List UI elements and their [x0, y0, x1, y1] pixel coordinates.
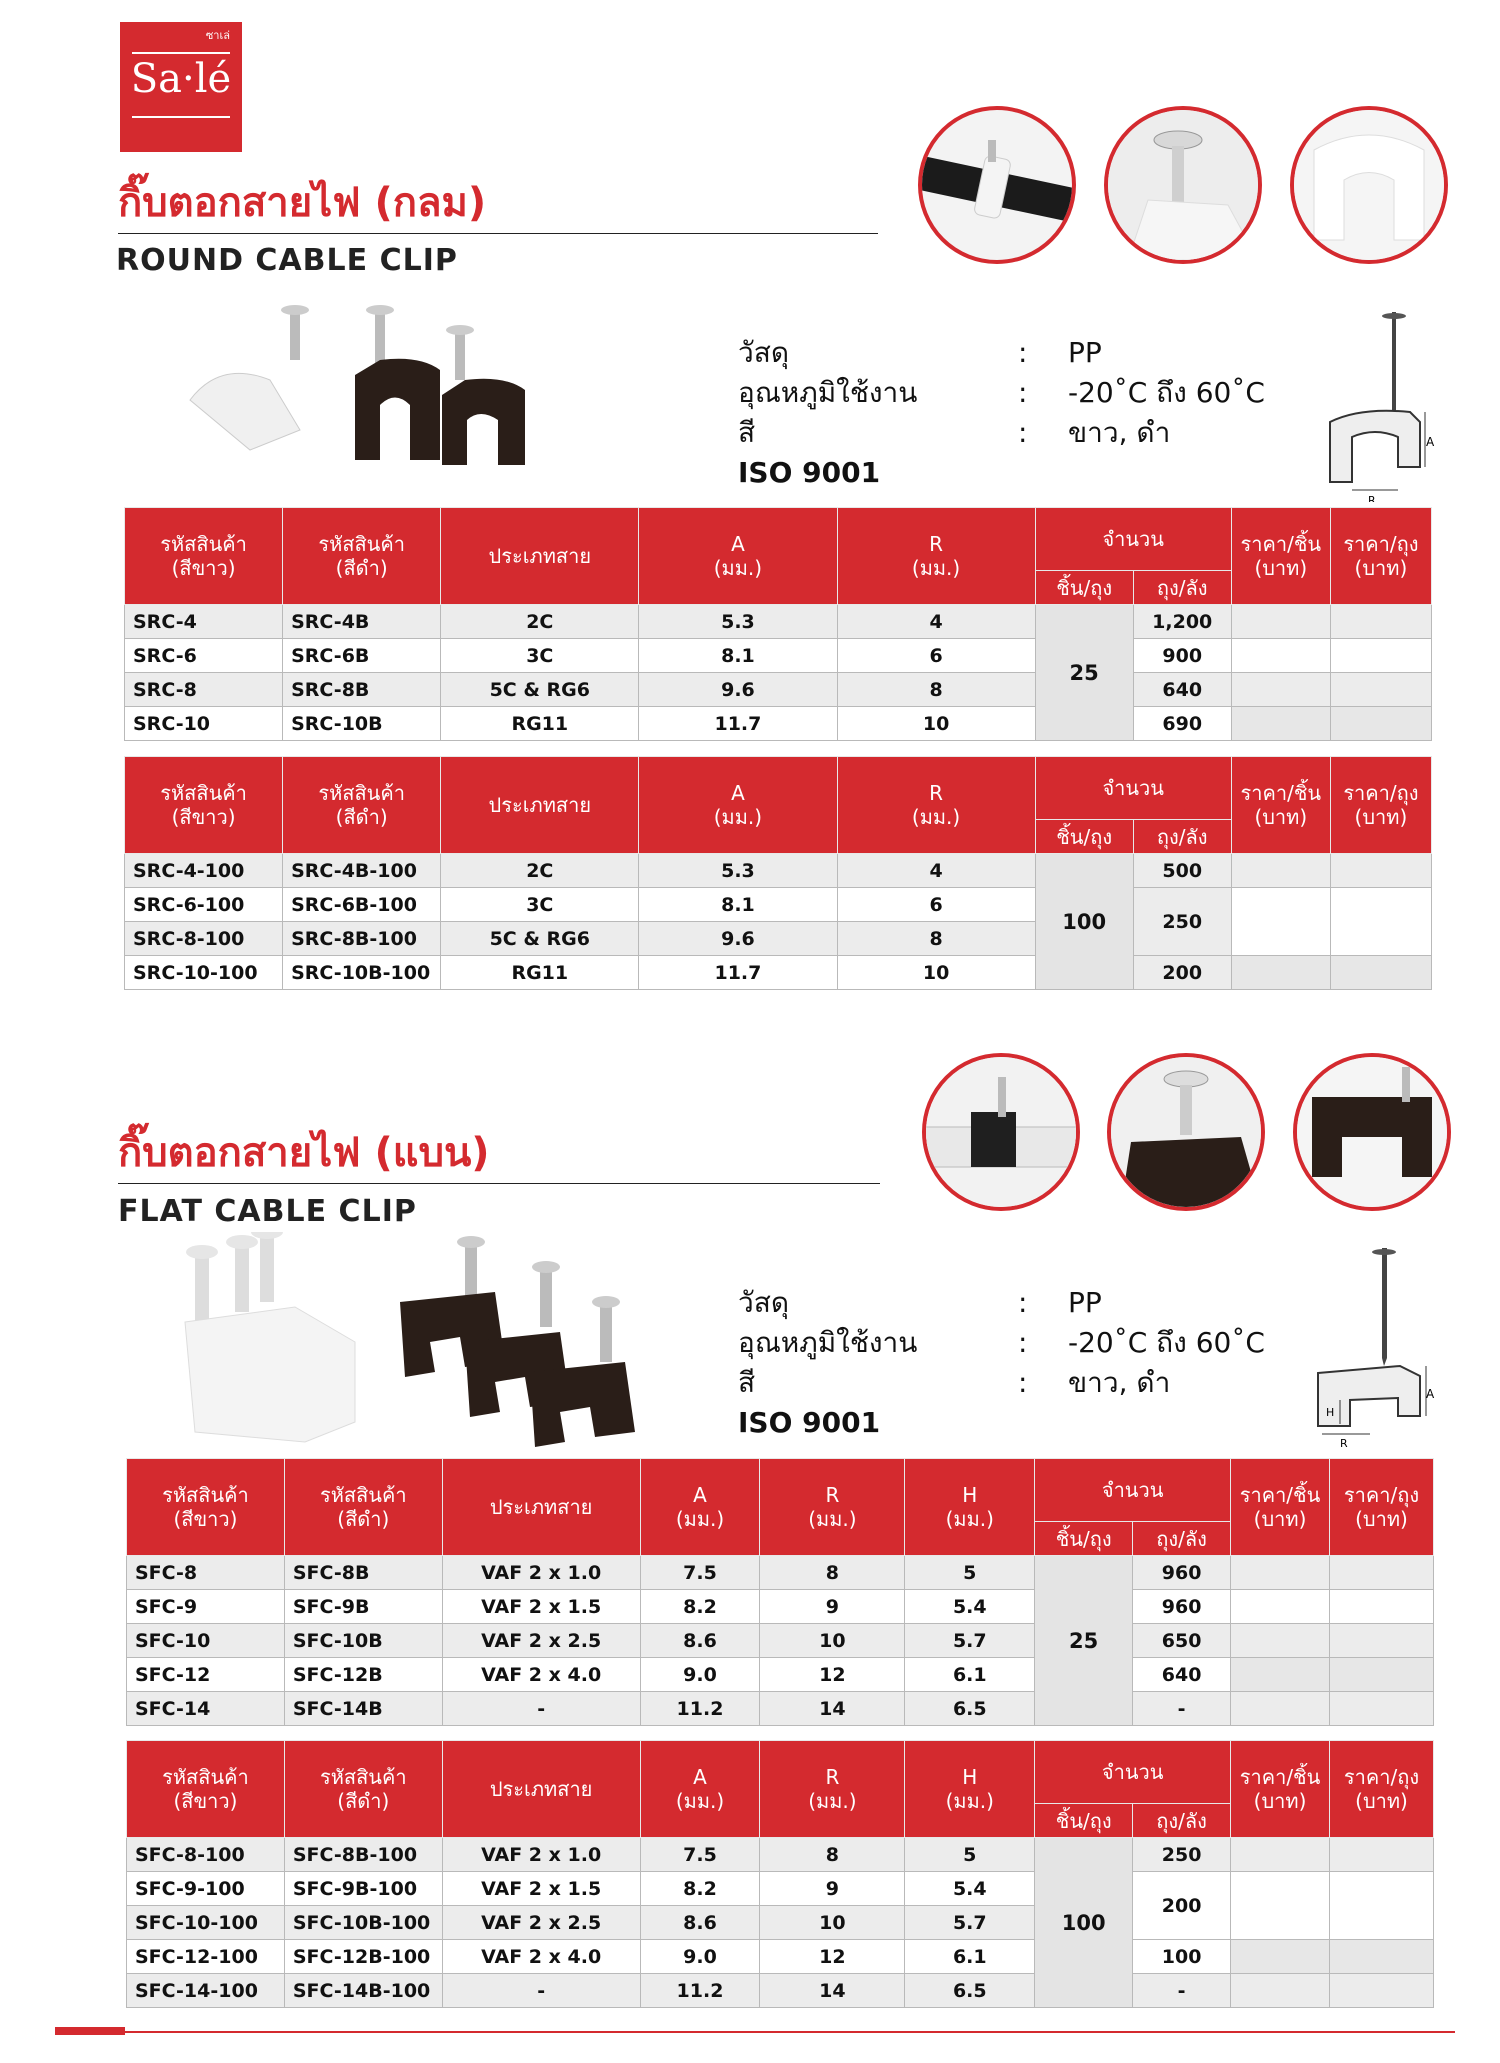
table-row: SRC-4 SRC-4B 2C 5.3 4 25 1,200: [125, 605, 1432, 639]
table-row: SFC-8 SFC-8B VAF 2 x 1.0 7.5 8 5 25 960: [127, 1556, 1434, 1590]
qty-per-bag: 25: [1035, 1556, 1133, 1726]
header-price-piece: ราคา/ชิ้น (บาท): [1231, 1741, 1330, 1838]
flat-spec-iso: ISO 9001: [738, 1406, 881, 1439]
round-diagram-a-label: A: [1426, 435, 1435, 449]
header-price-piece: ราคา/ชิ้น (บาท): [1231, 1459, 1330, 1556]
table-row: SRC-10-100 SRC-10B-100 RG11 11.7 10 200: [125, 956, 1432, 990]
header-a: A (มม.): [640, 1459, 760, 1556]
flat-clip-product-photo: [155, 1232, 655, 1452]
flat-diagram-a-label: A: [1426, 1387, 1435, 1401]
header-qty: จำนวน: [1035, 757, 1231, 820]
header-code-white: รหัสสินค้า (สีขาว): [127, 1741, 285, 1838]
header-per-bag: ชิ้น/ถุง: [1035, 1804, 1133, 1838]
header-price-bag: ราคา/ถุง (บาท): [1329, 1459, 1433, 1556]
header-r: R (มม.): [760, 1741, 905, 1838]
header-r: R (มม.): [837, 757, 1035, 854]
header-a: A (มม.): [639, 508, 837, 605]
header-code-black: รหัสสินค้า (สีดำ): [284, 1741, 442, 1838]
flat-diagram-h-label: H: [1326, 1406, 1335, 1419]
header-h: H (มม.): [905, 1741, 1035, 1838]
round-clip-product-photo: [180, 300, 600, 470]
header-cable-type: ประเภทสาย: [441, 757, 639, 854]
header-r: R (มม.): [837, 508, 1035, 605]
header-per-box: ถุง/ลัง: [1133, 1522, 1231, 1556]
header-per-bag: ชิ้น/ถุง: [1035, 1522, 1133, 1556]
round-title-en: ROUND CABLE CLIP: [116, 243, 458, 278]
round-divider: [118, 233, 878, 234]
table-row: SFC-9-100 SFC-9B-100 VAF 2 x 1.5 8.2 9 5.4 200: [127, 1872, 1434, 1906]
flat-title-th: กิ๊บตอกสายไฟ (แบน): [118, 1130, 490, 1176]
table-row: SFC-8-100 SFC-8B-100 VAF 2 x 1.0 7.5 8 5 100 250: [127, 1838, 1434, 1872]
table-row: SFC-14 SFC-14B - 11.2 14 6.5 -: [127, 1692, 1434, 1726]
flat-spec-temp: อุณหภูมิใช้งาน : -20˚C ถึง 60˚C: [738, 1326, 1265, 1359]
flat-table-25: [126, 1458, 1434, 1726]
flat-clip-nail-closeup-photo: [1107, 1053, 1265, 1211]
header-code-white: รหัสสินค้า (สีขาว): [127, 1459, 285, 1556]
table-row: SRC-8 SRC-8B 5C & RG6 9.6 8 640: [125, 673, 1432, 707]
flat-title-en: FLAT CABLE CLIP: [118, 1194, 417, 1229]
header-per-bag: ชิ้น/ถุง: [1035, 820, 1133, 854]
header-per-box: ถุง/ลัง: [1133, 820, 1231, 854]
flat-spec-color: สี : ขาว, ดำ: [738, 1366, 1171, 1399]
table-row: SFC-10-100 SFC-10B-100 VAF 2 x 2.5 8.6 10 5.7: [127, 1906, 1434, 1940]
header-cable-type: ประเภทสาย: [442, 1741, 640, 1838]
qty-per-bag: 100: [1035, 1838, 1133, 2008]
round-clip-nail-closeup-photo: [1104, 106, 1262, 264]
brand-logo: [120, 22, 242, 152]
header-price-piece: ราคา/ชิ้น (บาท): [1231, 757, 1330, 854]
footer-accent: [55, 2027, 125, 2035]
round-clip-on-cable-photo: [918, 106, 1076, 264]
header-price-piece: ราคา/ชิ้น (บาท): [1231, 508, 1330, 605]
round-title-th: กิ๊บตอกสายไฟ (กลม): [118, 180, 487, 226]
table-row: SRC-10 SRC-10B RG11 11.7 10 690: [125, 707, 1432, 741]
flat-clip-on-cable-photo: [922, 1053, 1080, 1211]
round-table-100: [124, 756, 1432, 990]
table-row: SFC-9 SFC-9B VAF 2 x 1.5 8.2 9 5.4 960: [127, 1590, 1434, 1624]
header-qty: จำนวน: [1035, 1459, 1231, 1522]
header-a: A (มม.): [639, 757, 837, 854]
round-table-25: [124, 507, 1432, 741]
flat-diagram-r-label: R: [1340, 1437, 1348, 1448]
table-row: SRC-6-100 SRC-6B-100 3C 8.1 6 250: [125, 888, 1432, 922]
flat-spec-list: [738, 1283, 1265, 1443]
header-cable-type: ประเภทสาย: [442, 1459, 640, 1556]
header-per-bag: ชิ้น/ถุง: [1035, 571, 1133, 605]
header-price-bag: ราคา/ถุง (บาท): [1330, 1741, 1434, 1838]
flat-divider: [118, 1183, 880, 1184]
qty-per-bag: 25: [1035, 605, 1133, 741]
qty-per-bag: 100: [1035, 854, 1133, 990]
header-code-black: รหัสสินค้า (สีดำ): [284, 1459, 442, 1556]
header-code-white: รหัสสินค้า (สีขาว): [125, 508, 283, 605]
header-code-black: รหัสสินค้า (สีดำ): [283, 508, 441, 605]
header-r: R (มม.): [760, 1459, 905, 1556]
table-row: SFC-12 SFC-12B VAF 2 x 4.0 9.0 12 6.1 640: [127, 1658, 1434, 1692]
flat-spec-material: วัสดุ : PP: [738, 1286, 1102, 1319]
table-row: SFC-12-100 SFC-12B-100 VAF 2 x 4.0 9.0 12 6.1 100: [127, 1940, 1434, 1974]
round-clip-dimension-diagram: [1320, 312, 1435, 502]
header-price-bag: ราคา/ถุง (บาท): [1330, 508, 1431, 605]
round-clip-shape-photo: [1290, 106, 1448, 264]
header-qty: จำนวน: [1035, 1741, 1231, 1804]
header-code-black: รหัสสินค้า (สีดำ): [283, 757, 441, 854]
table-row: SFC-14-100 SFC-14B-100 - 11.2 14 6.5 -: [127, 1974, 1434, 2008]
footer-rule: [55, 2031, 1455, 2033]
header-h: H (มม.): [905, 1459, 1035, 1556]
table-row: SRC-4-100 SRC-4B-100 2C 5.3 4 100 500: [125, 854, 1432, 888]
header-a: A (มม.): [640, 1741, 760, 1838]
header-per-box: ถุง/ลัง: [1133, 1804, 1231, 1838]
table-row: SRC-6 SRC-6B 3C 8.1 6 900: [125, 639, 1432, 673]
round-diagram-r-label: R: [1368, 494, 1376, 502]
header-qty: จำนวน: [1035, 508, 1231, 571]
brand-small-text: ซาเล่: [205, 29, 230, 42]
brand-name: Sa·lé: [130, 56, 232, 102]
table-row: SRC-8-100 SRC-8B-100 5C & RG6 9.6 8: [125, 922, 1432, 956]
table-row: SFC-10 SFC-10B VAF 2 x 2.5 8.6 10 5.7 650: [127, 1624, 1434, 1658]
round-spec-temp: อุณหภูมิใช้งาน : -20˚C ถึง 60˚C: [738, 376, 1265, 409]
flat-table-100: [126, 1740, 1434, 2008]
header-per-box: ถุง/ลัง: [1133, 571, 1231, 605]
header-code-white: รหัสสินค้า (สีขาว): [125, 757, 283, 854]
round-spec-list: [738, 333, 1265, 493]
round-spec-iso: ISO 9001: [738, 456, 881, 489]
header-cable-type: ประเภทสาย: [441, 508, 639, 605]
flat-clip-shape-photo: [1293, 1053, 1451, 1211]
round-spec-material: วัสดุ : PP: [738, 336, 1102, 369]
flat-clip-dimension-diagram: [1310, 1248, 1435, 1448]
round-spec-color: สี : ขาว, ดำ: [738, 416, 1171, 449]
header-price-bag: ราคา/ถุง (บาท): [1330, 757, 1431, 854]
